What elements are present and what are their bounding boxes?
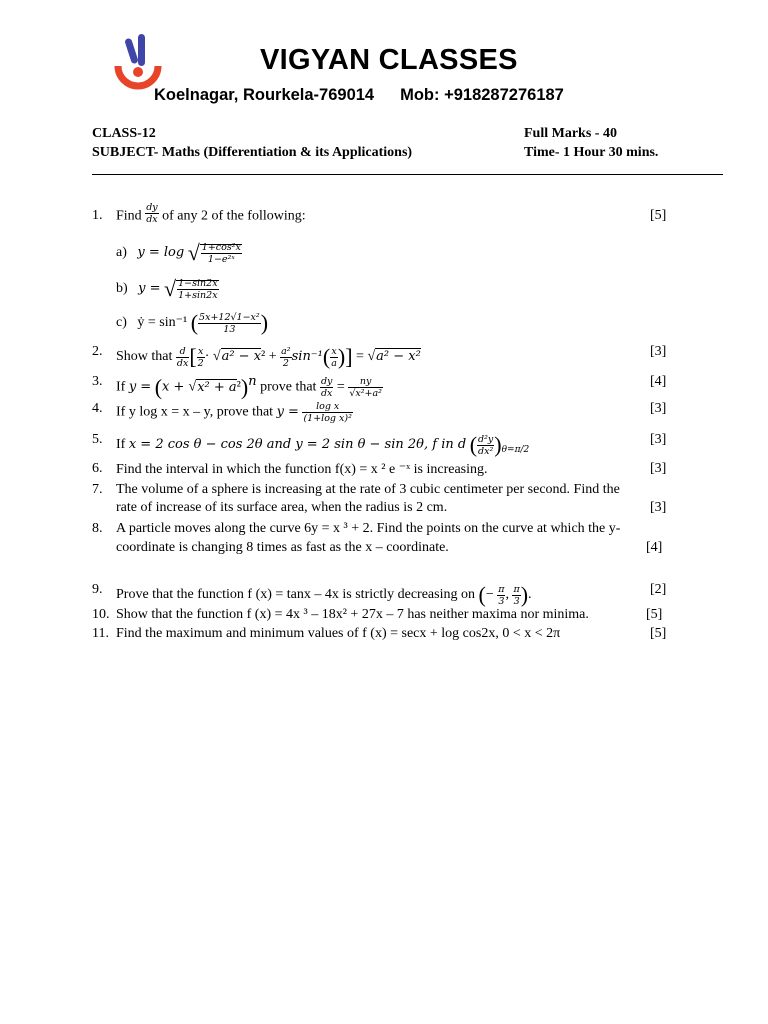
institute-address: Koelnagar, Rourkela-769014 <box>154 86 375 104</box>
time-allowed: Time- 1 Hour 30 mins. <box>524 145 659 160</box>
question-11-marks: [5] <box>650 626 667 641</box>
question-text: Find $\frac{dy}{dx}$ of any 2 of the following: <box>116 202 306 225</box>
subject-label: SUBJECT- Maths (Differentiation & its Applications) <box>92 145 413 160</box>
question-2-marks: [3] <box>650 344 667 359</box>
header-divider <box>92 174 723 175</box>
question-1-part-b: b) y = √ $\frac{1-\sin 2x}{1+\sin 2x}$ <box>116 276 218 301</box>
question-9-marks: [2] <box>650 582 667 597</box>
question-1-marks: [5] <box>650 208 667 223</box>
vigyan-logo-icon <box>112 32 164 94</box>
question-1-part-a: a) y = log √ $\frac{\text{1+cos²x}}{\text{1−e²ˣ}}$ <box>116 240 241 265</box>
question-6-marks: [3] <box>650 461 667 476</box>
question-8-marks: [4] <box>646 540 663 555</box>
question-number: 1. <box>92 208 103 223</box>
question-4-marks: [3] <box>650 401 667 416</box>
question-1-part-c: c) ẏ = sin⁻¹ ( $\frac{\text{5x+12√1−x²}}{13}$ ) <box>116 310 269 335</box>
question-10-marks: [5] <box>646 607 663 622</box>
class-label: CLASS-12 <box>92 126 156 141</box>
question-3-marks: [4] <box>650 374 667 389</box>
question-7-marks: [3] <box>650 500 667 515</box>
institute-mobile: Mob: +918287276187 <box>400 86 564 104</box>
institute-contact <box>154 86 564 105</box>
full-marks: Full Marks - 40 <box>524 126 617 141</box>
question-5-marks: [3] <box>650 432 667 447</box>
institute-name: VIGYAN CLASSES <box>260 44 518 76</box>
